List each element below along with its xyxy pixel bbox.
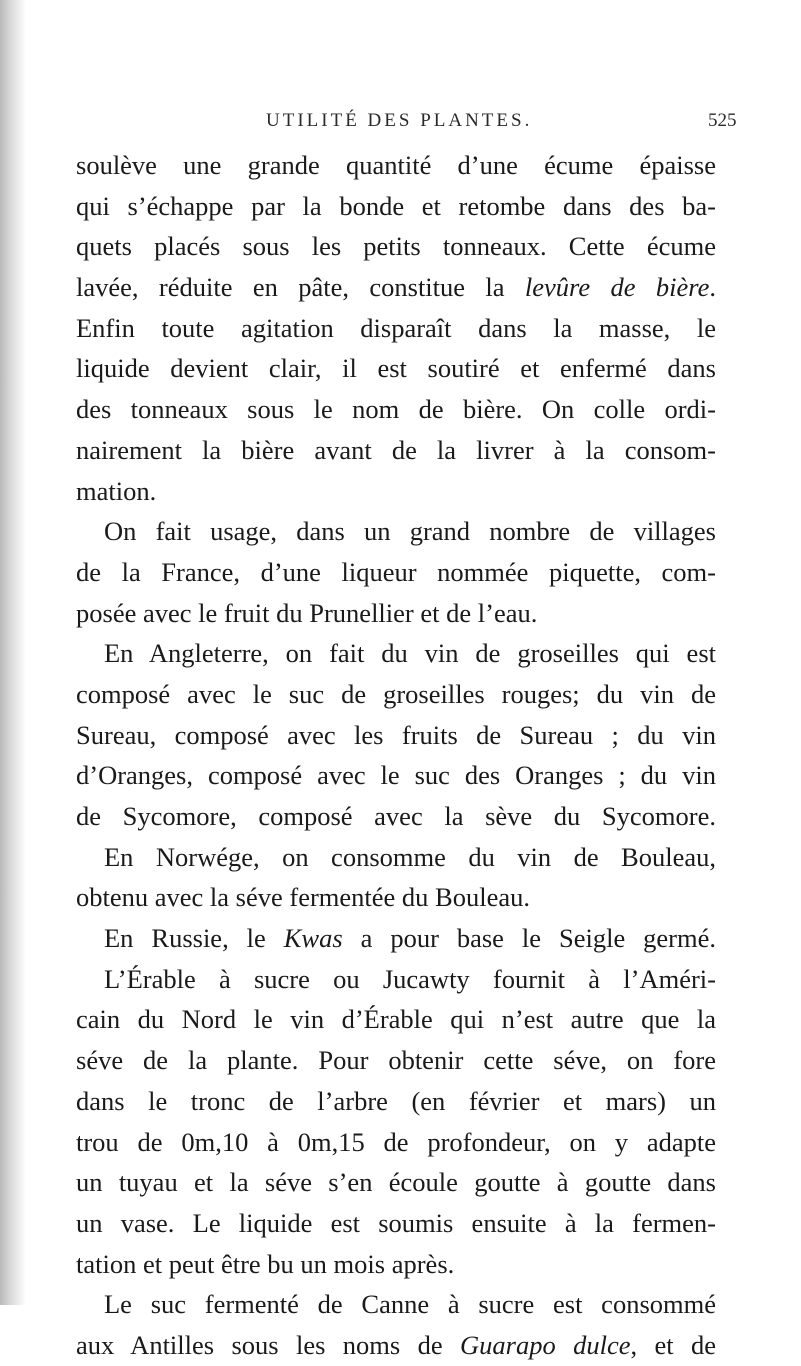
text-run: quets placés sous les petits tonneaux. Cette écume xyxy=(76,231,716,262)
text-line xyxy=(76,999,716,1040)
text-line xyxy=(76,471,716,512)
text-run: des tonneaux sous le nom de bière. On colle ordi- xyxy=(76,394,716,425)
text-line xyxy=(76,1325,716,1366)
text-line xyxy=(76,145,716,186)
text-line xyxy=(76,674,716,715)
running-title: UTILITÉ DES PLANTES. xyxy=(266,110,533,131)
text-line xyxy=(76,552,716,593)
text-line xyxy=(76,715,716,756)
text-run: tation et peut être bu un mois après. xyxy=(76,1248,455,1279)
text-line xyxy=(76,267,716,308)
text-run: L’Érable à sucre ou Jucawty fournit à l’Améri- xyxy=(104,963,716,994)
text-line xyxy=(76,1040,716,1081)
text-run: un tuyau et la séve s’en écoule goutte à goutte dans xyxy=(76,1167,716,1198)
text-run: qui s’échappe par la bonde et retombe dans des ba- xyxy=(76,190,716,221)
text-line xyxy=(76,511,716,552)
text-run: cain du Nord le vin d’Érable qui n’est autre que la xyxy=(76,1004,716,1035)
text-run: lavée, réduite en pâte, constitue la xyxy=(76,272,525,303)
text-line xyxy=(76,796,716,837)
page-number: 525 xyxy=(708,110,737,131)
text-run: Le suc fermenté de Canne à sucre est consommé xyxy=(104,1289,716,1320)
running-head xyxy=(0,110,801,140)
text-run: En Angleterre, on fait du vin de groseilles qui est xyxy=(104,638,716,669)
text-line xyxy=(76,1203,716,1244)
text-run: d’Oranges, composé avec le suc des Oranges ; du vin xyxy=(76,760,716,791)
text-line xyxy=(76,226,716,267)
text-line xyxy=(76,430,716,471)
text-run: soulève une grande quantité d’une écume épaisse xyxy=(76,150,716,180)
text-run: . xyxy=(709,272,716,303)
text-line xyxy=(76,837,716,878)
text-line xyxy=(76,1244,716,1285)
text-run: Enfin toute agitation disparaît dans la masse, le xyxy=(76,312,716,343)
text-run: séve de la plante. Pour obtenir cette séve, on fore xyxy=(76,1045,716,1076)
text-line xyxy=(76,1122,716,1163)
text-run: Sureau, composé avec les fruits de Sureau ; du vin xyxy=(76,719,716,750)
text-run: posée avec le fruit du Prunellier et de l’eau. xyxy=(76,597,538,628)
text-line xyxy=(76,918,716,959)
text-line xyxy=(76,186,716,227)
text-line xyxy=(76,633,716,674)
text-run: En Norwége, on consomme du vin de Bouleau, xyxy=(104,841,716,872)
text-line xyxy=(76,755,716,796)
text-line xyxy=(76,1081,716,1122)
text-line xyxy=(76,593,716,634)
body-text xyxy=(76,145,716,1366)
text-run: , et de xyxy=(630,1329,716,1360)
text-line xyxy=(76,389,716,430)
text-run: de Sycomore, composé avec la sève du Sycomore. xyxy=(76,801,716,831)
text-run: mation. xyxy=(76,475,157,506)
text-run: a pour base le Seigle germé. xyxy=(342,923,716,954)
text-line xyxy=(76,959,716,1000)
text-run: aux Antilles sous les noms de xyxy=(76,1329,460,1360)
text-run: dans le tronc de l’arbre (en février et mars) un xyxy=(76,1085,716,1116)
text-run: trou de 0m,10 à 0m,15 de profondeur, on y adapte xyxy=(76,1126,716,1157)
text-line xyxy=(76,308,716,349)
text-line xyxy=(76,1162,716,1203)
text-line xyxy=(76,348,716,389)
text-run: nairement la bière avant de la livrer à la consom- xyxy=(76,434,716,465)
italic-term: Guarapo dulce xyxy=(460,1329,631,1360)
text-run: un vase. Le liquide est soumis ensuite à la fermen- xyxy=(76,1207,716,1238)
text-run: composé avec le suc de groseilles rouges; du vin de xyxy=(76,678,716,709)
text-run: On fait usage, dans un grand nombre de villages xyxy=(104,516,716,547)
text-run: liquide devient clair, il est soutiré et enfermé dans xyxy=(76,353,716,384)
italic-term: Kwas xyxy=(283,923,343,954)
italic-term: levûre de bière xyxy=(524,272,710,303)
text-run: de la France, d’une liqueur nommée piquette, com- xyxy=(76,556,716,587)
page-binding-shadow xyxy=(0,0,26,1305)
text-run: En Russie, le xyxy=(104,923,284,954)
text-line xyxy=(76,877,716,918)
text-run: obtenu avec la séve fermentée du Bouleau. xyxy=(76,882,530,913)
